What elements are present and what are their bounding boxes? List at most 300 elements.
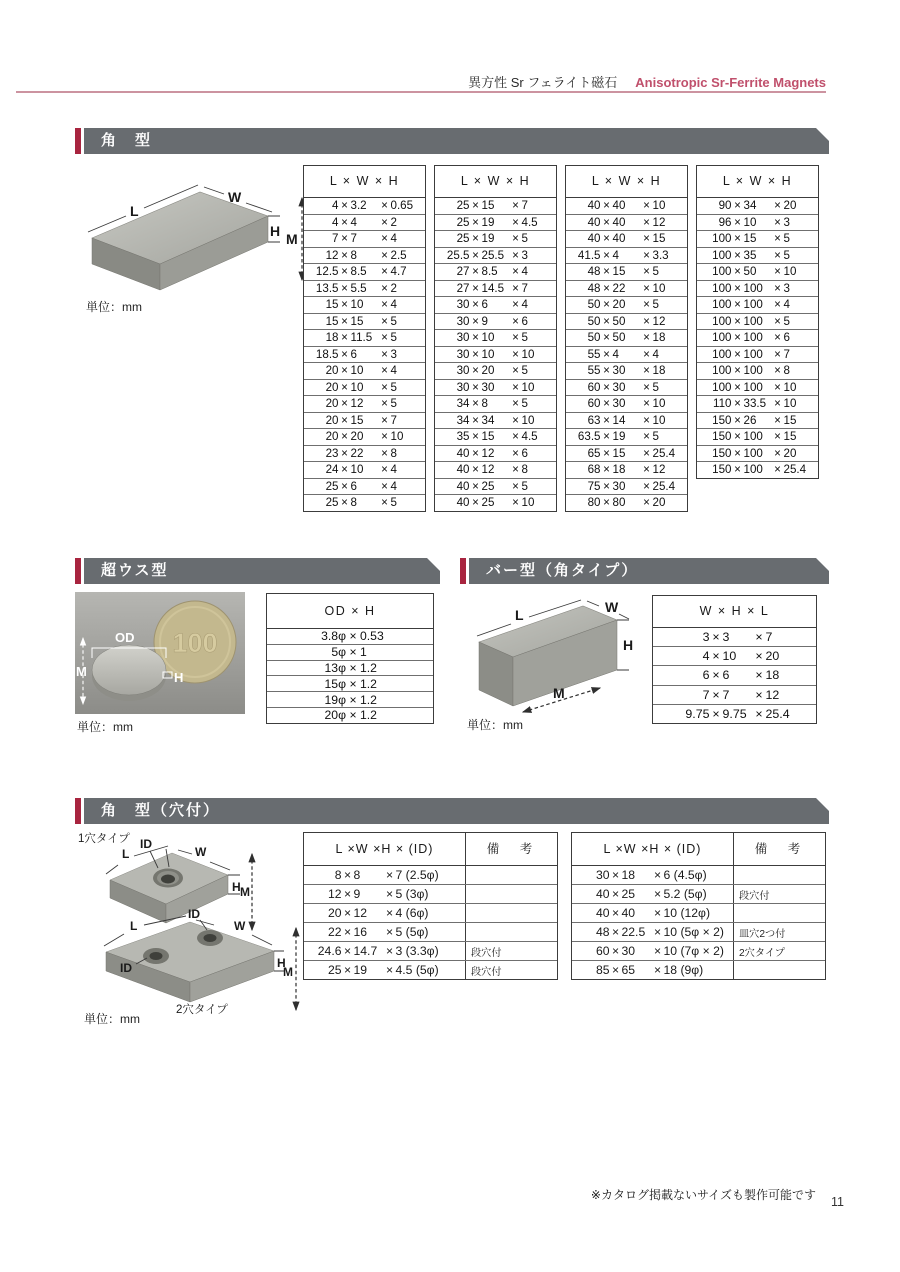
table-row xyxy=(566,214,687,231)
dim-part: 8.5 xyxy=(350,265,367,279)
dim-part: × xyxy=(643,314,650,328)
dim-part: 20 xyxy=(325,380,339,394)
dim-part: 100 xyxy=(743,347,763,361)
table-row xyxy=(697,461,818,478)
dim-part: × xyxy=(734,314,741,328)
note-cell xyxy=(734,866,825,884)
dim-part: 10 (5φ × 2) xyxy=(663,925,724,939)
dim-part: 30 xyxy=(456,364,470,378)
table-header: L × W × H xyxy=(304,166,425,198)
dim-part: 55 xyxy=(587,347,601,361)
dim-part: 4 xyxy=(332,215,339,229)
dims-column-header: L ×W ×H × (ID) xyxy=(572,833,734,865)
dim-label-od: OD xyxy=(115,630,135,645)
table-row xyxy=(697,346,818,363)
table-row xyxy=(572,960,825,979)
dim-part: × xyxy=(643,215,650,229)
dim-part: × xyxy=(653,906,662,920)
dim-part: × xyxy=(472,413,479,427)
note-column-header: 備 考 xyxy=(486,842,537,856)
dim-part: × xyxy=(341,281,348,295)
dim-part: 5 xyxy=(521,331,528,345)
dim-part: 7 xyxy=(765,630,773,645)
dim-part: 150 xyxy=(712,446,732,460)
table-row xyxy=(435,461,556,478)
dim-part: 20 xyxy=(325,413,339,427)
dim-part: × xyxy=(349,629,357,644)
dim-part: 14.5 xyxy=(481,281,505,295)
dim-part: 65 xyxy=(621,963,636,977)
dim-part: × xyxy=(472,281,479,295)
note-cell xyxy=(734,904,825,922)
dim-part: × xyxy=(603,463,610,477)
dim-part: 4 xyxy=(521,298,528,312)
dim-part: × xyxy=(734,281,741,295)
table-row xyxy=(566,346,687,363)
hole xyxy=(204,934,217,942)
dim-part: 8 xyxy=(334,868,342,882)
dim-part: 60 xyxy=(587,397,601,411)
dim-part: × xyxy=(755,687,763,702)
note-cell xyxy=(734,961,825,979)
dim-part: 20 xyxy=(612,298,626,312)
dim-part: 15 xyxy=(783,413,797,427)
dim-part: 12 xyxy=(353,906,368,920)
dim-part: 50 xyxy=(587,314,601,328)
dim-part: 25 xyxy=(327,963,342,977)
table-row xyxy=(304,214,425,231)
dim-part: × xyxy=(643,413,650,427)
table-row xyxy=(566,313,687,330)
dim-part: × xyxy=(611,906,620,920)
dim-part: × xyxy=(349,692,357,707)
dim-part: 7 xyxy=(350,232,357,246)
table-row xyxy=(304,461,425,478)
table-row xyxy=(697,247,818,264)
dim-part: × xyxy=(341,479,348,493)
dim-part: 27 xyxy=(456,281,470,295)
dim-part: 24.6 xyxy=(317,944,342,958)
dim-part: 6 xyxy=(521,446,528,460)
dims-cell xyxy=(304,866,466,884)
dim-part: × xyxy=(603,331,610,345)
dim-part: × xyxy=(381,496,388,510)
dim-part: 48 xyxy=(587,281,601,295)
dim-part: × xyxy=(603,248,610,262)
dim-label-l: L xyxy=(130,919,138,933)
dim-part: 4.7 xyxy=(390,265,407,279)
dim-part: 10 xyxy=(652,281,666,295)
dim-part: × xyxy=(734,298,741,312)
dim-part: 35 xyxy=(743,248,757,262)
dim-part: 5 xyxy=(390,397,397,411)
dim-part: 15 xyxy=(612,446,626,460)
dim-part: × xyxy=(381,199,388,213)
dim-part: × xyxy=(643,446,650,460)
dim-part: 7 xyxy=(521,281,528,295)
dim-part: 10 xyxy=(350,364,364,378)
dim-part: × xyxy=(381,364,388,378)
dim-part: 3.3 xyxy=(652,248,669,262)
dim-part: × xyxy=(653,868,662,882)
dim-part: × xyxy=(385,925,394,939)
dim-part: × xyxy=(755,706,763,721)
dim-part: 7 xyxy=(332,232,339,246)
dim-part: × xyxy=(774,331,781,345)
table-row xyxy=(435,379,556,396)
table-body xyxy=(267,629,433,723)
dim-part: × xyxy=(653,925,662,939)
ultrathin-size-table xyxy=(266,593,434,724)
dim-part: × xyxy=(774,232,781,246)
dim-part: × xyxy=(734,265,741,279)
dim-part: 3 xyxy=(722,630,730,645)
dim-part: 5 xyxy=(652,380,659,394)
dim-part: 20 xyxy=(327,906,342,920)
dim-part: 75 xyxy=(587,479,601,493)
table-row xyxy=(435,329,556,346)
dim-part: × xyxy=(341,314,348,328)
dim-part: × xyxy=(472,298,479,312)
unit-label-square: 単位：mm xyxy=(86,300,142,314)
table-row xyxy=(435,445,556,462)
dim-part: × xyxy=(734,347,741,361)
dim-part: 40 xyxy=(595,906,610,920)
dim-label-m: M xyxy=(553,685,565,701)
table-row xyxy=(566,478,687,495)
dim-part: × xyxy=(385,906,394,920)
dim-part: 15 xyxy=(481,430,495,444)
table-row xyxy=(304,960,557,979)
dim-part: × xyxy=(755,649,763,664)
table-header: L × W × H xyxy=(435,166,556,198)
dim-part: 7 (2.5φ) xyxy=(395,868,439,882)
dim-part: 12 xyxy=(652,215,666,229)
dim-part: × xyxy=(472,265,479,279)
table-row xyxy=(566,280,687,297)
dim-part: 18 xyxy=(612,463,626,477)
table-header xyxy=(572,833,825,866)
dim-part: × xyxy=(643,397,650,411)
dim-part: 30 xyxy=(456,331,470,345)
dim-part: 20φ xyxy=(324,708,346,723)
table-row xyxy=(697,313,818,330)
dim-part: × xyxy=(512,331,519,345)
dim-part: × xyxy=(472,314,479,328)
dim-part: 150 xyxy=(712,413,732,427)
dim-part: 5 xyxy=(390,380,397,394)
dim-part: 40 xyxy=(456,463,470,477)
table-row xyxy=(566,230,687,247)
dim-part: × xyxy=(774,446,781,460)
dim-part: × xyxy=(603,364,610,378)
dim-label-l: L xyxy=(122,847,130,861)
dim-part: 11.5 xyxy=(350,331,373,345)
dim-part: 150 xyxy=(712,463,732,477)
table-row xyxy=(697,395,818,412)
dim-part: 18 xyxy=(652,364,666,378)
dim-part: 3 xyxy=(783,215,790,229)
dim-part: × xyxy=(603,347,610,361)
table-row xyxy=(304,445,425,462)
table-header: OD × H xyxy=(267,594,433,629)
table-row xyxy=(572,903,825,922)
dim-part: × xyxy=(643,265,650,279)
dim-label-m: M xyxy=(283,965,293,979)
dim-part: 55 xyxy=(587,364,601,378)
dim-part: 7 xyxy=(390,413,397,427)
dim-part: × xyxy=(472,331,479,345)
dim-part: × xyxy=(643,380,650,394)
dim-part: 5 (3φ) xyxy=(395,887,429,901)
one-hole-magnet xyxy=(106,837,252,930)
dim-part: × xyxy=(341,215,348,229)
dim-part: 12 xyxy=(652,463,666,477)
dim-part: × xyxy=(341,347,348,361)
one-hole-type-label: 1穴タイプ xyxy=(78,833,130,845)
dim-part: 10 xyxy=(481,331,495,345)
dim-part: 20 xyxy=(325,430,339,444)
dim-part: 40 xyxy=(456,446,470,460)
dim-part: × xyxy=(603,314,610,328)
dim-part: 90 xyxy=(718,199,732,213)
dim-part: × xyxy=(512,347,519,361)
dim-part: 6 xyxy=(521,314,528,328)
dim-part: × xyxy=(512,215,519,229)
dim-part: × xyxy=(603,479,610,493)
section-title-holed: 角 型（穴付） xyxy=(101,802,221,819)
table-row xyxy=(304,903,557,922)
table-row xyxy=(304,922,557,941)
note-column-header: 備 考 xyxy=(754,842,805,856)
table-body xyxy=(697,198,818,478)
dim-label-h: H xyxy=(232,880,241,894)
dim-part: × xyxy=(774,314,781,328)
dims-cell xyxy=(572,942,734,960)
dim-label-id: ID xyxy=(120,961,132,975)
dim-part: 5 xyxy=(652,298,659,312)
dim-part: 25.4 xyxy=(783,463,807,477)
dim-part: 18 (9φ) xyxy=(663,963,704,977)
dim-part: 15 xyxy=(612,265,626,279)
dim-part: × xyxy=(381,347,388,361)
dim-part: 1.2 xyxy=(360,708,377,723)
dim-part: 100 xyxy=(712,331,732,345)
dim-part: 3 xyxy=(521,248,528,262)
ultrathin-magnet-photo xyxy=(75,592,245,714)
dim-part: × xyxy=(603,397,610,411)
table-body xyxy=(304,866,557,979)
page-title-jp: 異方性 Sr フェライト磁石 xyxy=(468,75,618,90)
dim-part: × xyxy=(603,281,610,295)
dim-part: 1.2 xyxy=(360,660,377,675)
dim-part: 4 xyxy=(521,265,528,279)
dim-part: × xyxy=(712,630,720,645)
dim-part: 30 xyxy=(612,380,626,394)
dim-part: × xyxy=(611,944,620,958)
dim-part: × xyxy=(381,232,388,246)
dim-part: 2 xyxy=(390,281,397,295)
dim-part: × xyxy=(643,347,650,361)
dim-part: 15 xyxy=(481,199,495,213)
dims-cell xyxy=(304,942,466,960)
dim-part: × xyxy=(472,479,479,493)
dim-part: × xyxy=(653,963,662,977)
two-hole-magnet xyxy=(104,907,296,1010)
dim-part: 96 xyxy=(718,215,732,229)
table-row xyxy=(566,445,687,462)
dim-part: × xyxy=(712,706,720,721)
table-row xyxy=(435,478,556,495)
dim-part: 4 xyxy=(350,215,357,229)
dim-part: × xyxy=(643,199,650,213)
dims-cell xyxy=(572,885,734,903)
dim-part: × xyxy=(343,944,352,958)
note-cell: 段穴付 xyxy=(739,890,770,902)
table-row xyxy=(304,198,425,214)
dim-part: × xyxy=(734,364,741,378)
section-accent-stripe xyxy=(75,558,81,584)
dim-part: × xyxy=(734,413,741,427)
table-row xyxy=(435,428,556,445)
dim-part: × xyxy=(381,380,388,394)
dim-part: × xyxy=(643,298,650,312)
dims-cell xyxy=(572,923,734,941)
dim-part: 34 xyxy=(743,199,757,213)
dim-label-h: H xyxy=(277,956,286,970)
dims-column-header: L ×W ×H × (ID) xyxy=(304,833,466,865)
dim-part: 110 xyxy=(713,397,732,411)
table-row xyxy=(697,428,818,445)
dim-part: 25 xyxy=(456,215,470,229)
dim-part: 12 xyxy=(481,446,495,460)
note-cell: 皿穴2つ付 xyxy=(739,928,786,940)
dim-part: × xyxy=(734,248,741,262)
dim-part: 10 xyxy=(652,199,666,213)
dim-part: 100 xyxy=(712,314,732,328)
hole xyxy=(161,875,175,884)
dim-part: × xyxy=(603,380,610,394)
dim-part: 18 xyxy=(765,668,780,683)
dim-part: 4.5 (5φ) xyxy=(395,963,439,977)
dim-part: 15 xyxy=(350,413,364,427)
dim-part: 10 xyxy=(783,265,797,279)
table-row xyxy=(304,379,425,396)
dim-part: × xyxy=(472,248,479,262)
dim-part: 15 xyxy=(325,298,339,312)
dim-part: × xyxy=(774,364,781,378)
dim-part: 22 xyxy=(350,446,364,460)
dim-part: 10 xyxy=(521,496,535,510)
dim-part: 5 xyxy=(521,364,528,378)
dim-part: 4.5 xyxy=(521,430,538,444)
unit-label-ultrathin: 単位：mm xyxy=(77,720,133,734)
dim-part: × xyxy=(341,232,348,246)
dim-part: 12 xyxy=(350,397,364,411)
table-row xyxy=(435,395,556,412)
dim-label-h: H xyxy=(270,223,281,239)
dim-part: × xyxy=(512,496,519,510)
dim-part: 20 xyxy=(350,430,364,444)
table-row xyxy=(566,428,687,445)
table-row xyxy=(697,198,818,214)
table-row xyxy=(435,198,556,214)
dim-part: 6 xyxy=(783,331,790,345)
dim-part: × xyxy=(512,479,519,493)
table-body xyxy=(566,198,687,511)
dim-part: × xyxy=(603,446,610,460)
dim-part: 10 (12φ) xyxy=(663,906,711,920)
dim-part: 18 xyxy=(652,331,666,345)
dim-part: 68 xyxy=(587,463,601,477)
dim-label-h: H xyxy=(174,670,184,685)
table-row xyxy=(572,866,825,884)
dim-part: × xyxy=(653,944,662,958)
disc-magnet-top xyxy=(92,645,166,695)
dim-part: 10 xyxy=(350,298,364,312)
dim-part: 100 xyxy=(743,430,763,444)
table-row xyxy=(435,263,556,280)
dim-part: 25.4 xyxy=(652,446,676,460)
dim-part: 1.2 xyxy=(360,676,377,691)
table-row xyxy=(435,230,556,247)
page-number: 11 xyxy=(831,1195,844,1209)
coin-value: 100 xyxy=(172,628,218,658)
table-row xyxy=(697,230,818,247)
dim-part: 40 xyxy=(595,887,610,901)
dim-part: 100 xyxy=(743,331,763,345)
dim-part: × xyxy=(385,868,394,882)
dim-part: × xyxy=(341,364,348,378)
table-row xyxy=(267,660,433,676)
dim-part: × xyxy=(643,496,650,510)
dim-label-w: W xyxy=(605,599,619,615)
dim-part: 40 xyxy=(612,232,626,246)
dim-part: × xyxy=(512,199,519,213)
dim-part: × xyxy=(381,430,388,444)
dim-part: × xyxy=(643,331,650,345)
dim-part: 20 xyxy=(765,649,780,664)
dim-part: 22.5 xyxy=(621,925,646,939)
dim-part: 100 xyxy=(743,298,763,312)
dim-part: 25 xyxy=(325,479,339,493)
dim-part: 4 xyxy=(390,463,397,477)
dim-part: × xyxy=(774,380,781,394)
dim-part: × xyxy=(341,397,348,411)
dim-part: × xyxy=(512,413,519,427)
table-row xyxy=(304,263,425,280)
table-row xyxy=(697,263,818,280)
dim-part: × xyxy=(734,430,741,444)
dim-part: × xyxy=(341,265,348,279)
dim-label-id: ID xyxy=(188,907,200,921)
dim-part: 25 xyxy=(456,199,470,213)
dim-part: 19 xyxy=(481,215,495,229)
dim-part: 100 xyxy=(712,380,732,394)
dim-part: × xyxy=(774,265,781,279)
page-title-en: Anisotropic Sr-Ferrite Magnets xyxy=(635,75,826,90)
dim-part: 4 xyxy=(390,479,397,493)
dim-part: × xyxy=(472,199,479,213)
table-row xyxy=(566,296,687,313)
dim-part: 13.5 xyxy=(315,281,339,295)
table-row xyxy=(697,412,818,429)
dims-cell xyxy=(572,904,734,922)
dim-part: 10 xyxy=(350,380,364,394)
dim-part: 63.5 xyxy=(577,430,601,444)
dim-part: × xyxy=(512,397,519,411)
dim-part: × xyxy=(774,248,781,262)
